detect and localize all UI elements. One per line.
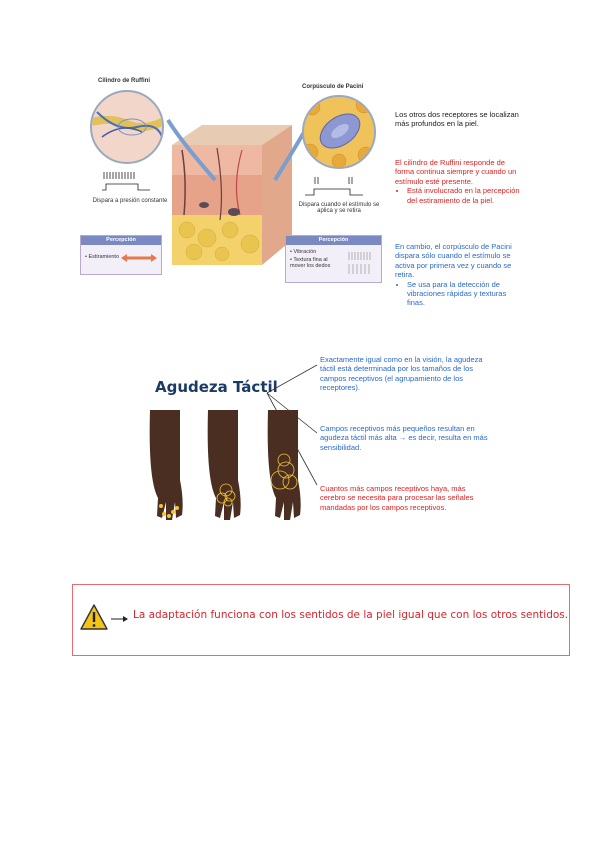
perception-heading: Percepción <box>81 236 161 245</box>
arrow-right-icon <box>111 615 129 623</box>
agudeza-point-2: Campos receptivos más pequeños resultan en agudeza táctil más alta → es decir, resulta en más sensibilidad. <box>320 424 488 452</box>
ruffini-perception-box <box>80 235 162 275</box>
pacini-perception-box <box>285 235 382 283</box>
perception-item: • Textura fina al mover los dedos <box>290 257 331 269</box>
pacini-text-block <box>395 242 525 308</box>
pacini-caption: Dispara cuando el estímulo se aplica y se retira <box>298 202 380 214</box>
agudeza-point-3: Cuantos más campos receptivos haya, más cerebro se necesita para procesar las señales mandadas por los campos receptivos. <box>320 484 474 512</box>
ruffini-label: Cilindro de Ruffini <box>98 78 150 84</box>
vibration-icon <box>346 250 376 276</box>
hands-receptive-fields-illustration <box>140 410 320 528</box>
pacini-drawing <box>304 97 374 167</box>
adaptation-alert-box <box>72 584 570 656</box>
adaptation-alert-text: La adaptación funciona con los sentidos de la piel igual que con los otros sentidos. <box>133 609 569 621</box>
agudeza-point-1: Exactamente igual como en la visión, la agudeza táctil está determinada por los tamaños de los campos receptivos (el agrupamiento de los receptores). <box>320 355 483 393</box>
ruffini-bullet: • Está involucrado en la percepción del estiramiento de la piel. <box>407 186 525 205</box>
perception-item: • Vibración <box>290 249 317 255</box>
ruffini-description: El cilindro de Ruffini responde de forma continua siempre y cuando un estímulo esté presente. <box>395 158 517 186</box>
pacini-magnified-image <box>302 95 376 169</box>
intro-text: Los otros dos receptores se localizan más profundos en la piel. <box>395 110 519 129</box>
pacini-label: Corpúsculo de Pacini <box>302 84 364 90</box>
perception-item: • Estiramiento <box>85 254 120 260</box>
perception-heading: Percepción <box>286 236 381 245</box>
pacini-description: En cambio, el corpúsculo de Pacini dispara sólo cuando el estímulo se activa por primera vez y cuando se retira. <box>395 242 512 280</box>
ruffini-caption: Dispara a presión constante <box>92 198 168 204</box>
warning-icon <box>79 603 109 631</box>
double-arrow-icon <box>121 254 157 262</box>
agudeza-title: Agudeza Táctil <box>155 378 278 396</box>
pacini-bullet: • Se usa para la detección de vibraciones rápidas y texturas finas. <box>407 280 525 308</box>
pacini-spike-train <box>305 175 365 197</box>
skin-receptors-illustration <box>80 70 380 280</box>
ruffini-text-block <box>395 158 525 205</box>
